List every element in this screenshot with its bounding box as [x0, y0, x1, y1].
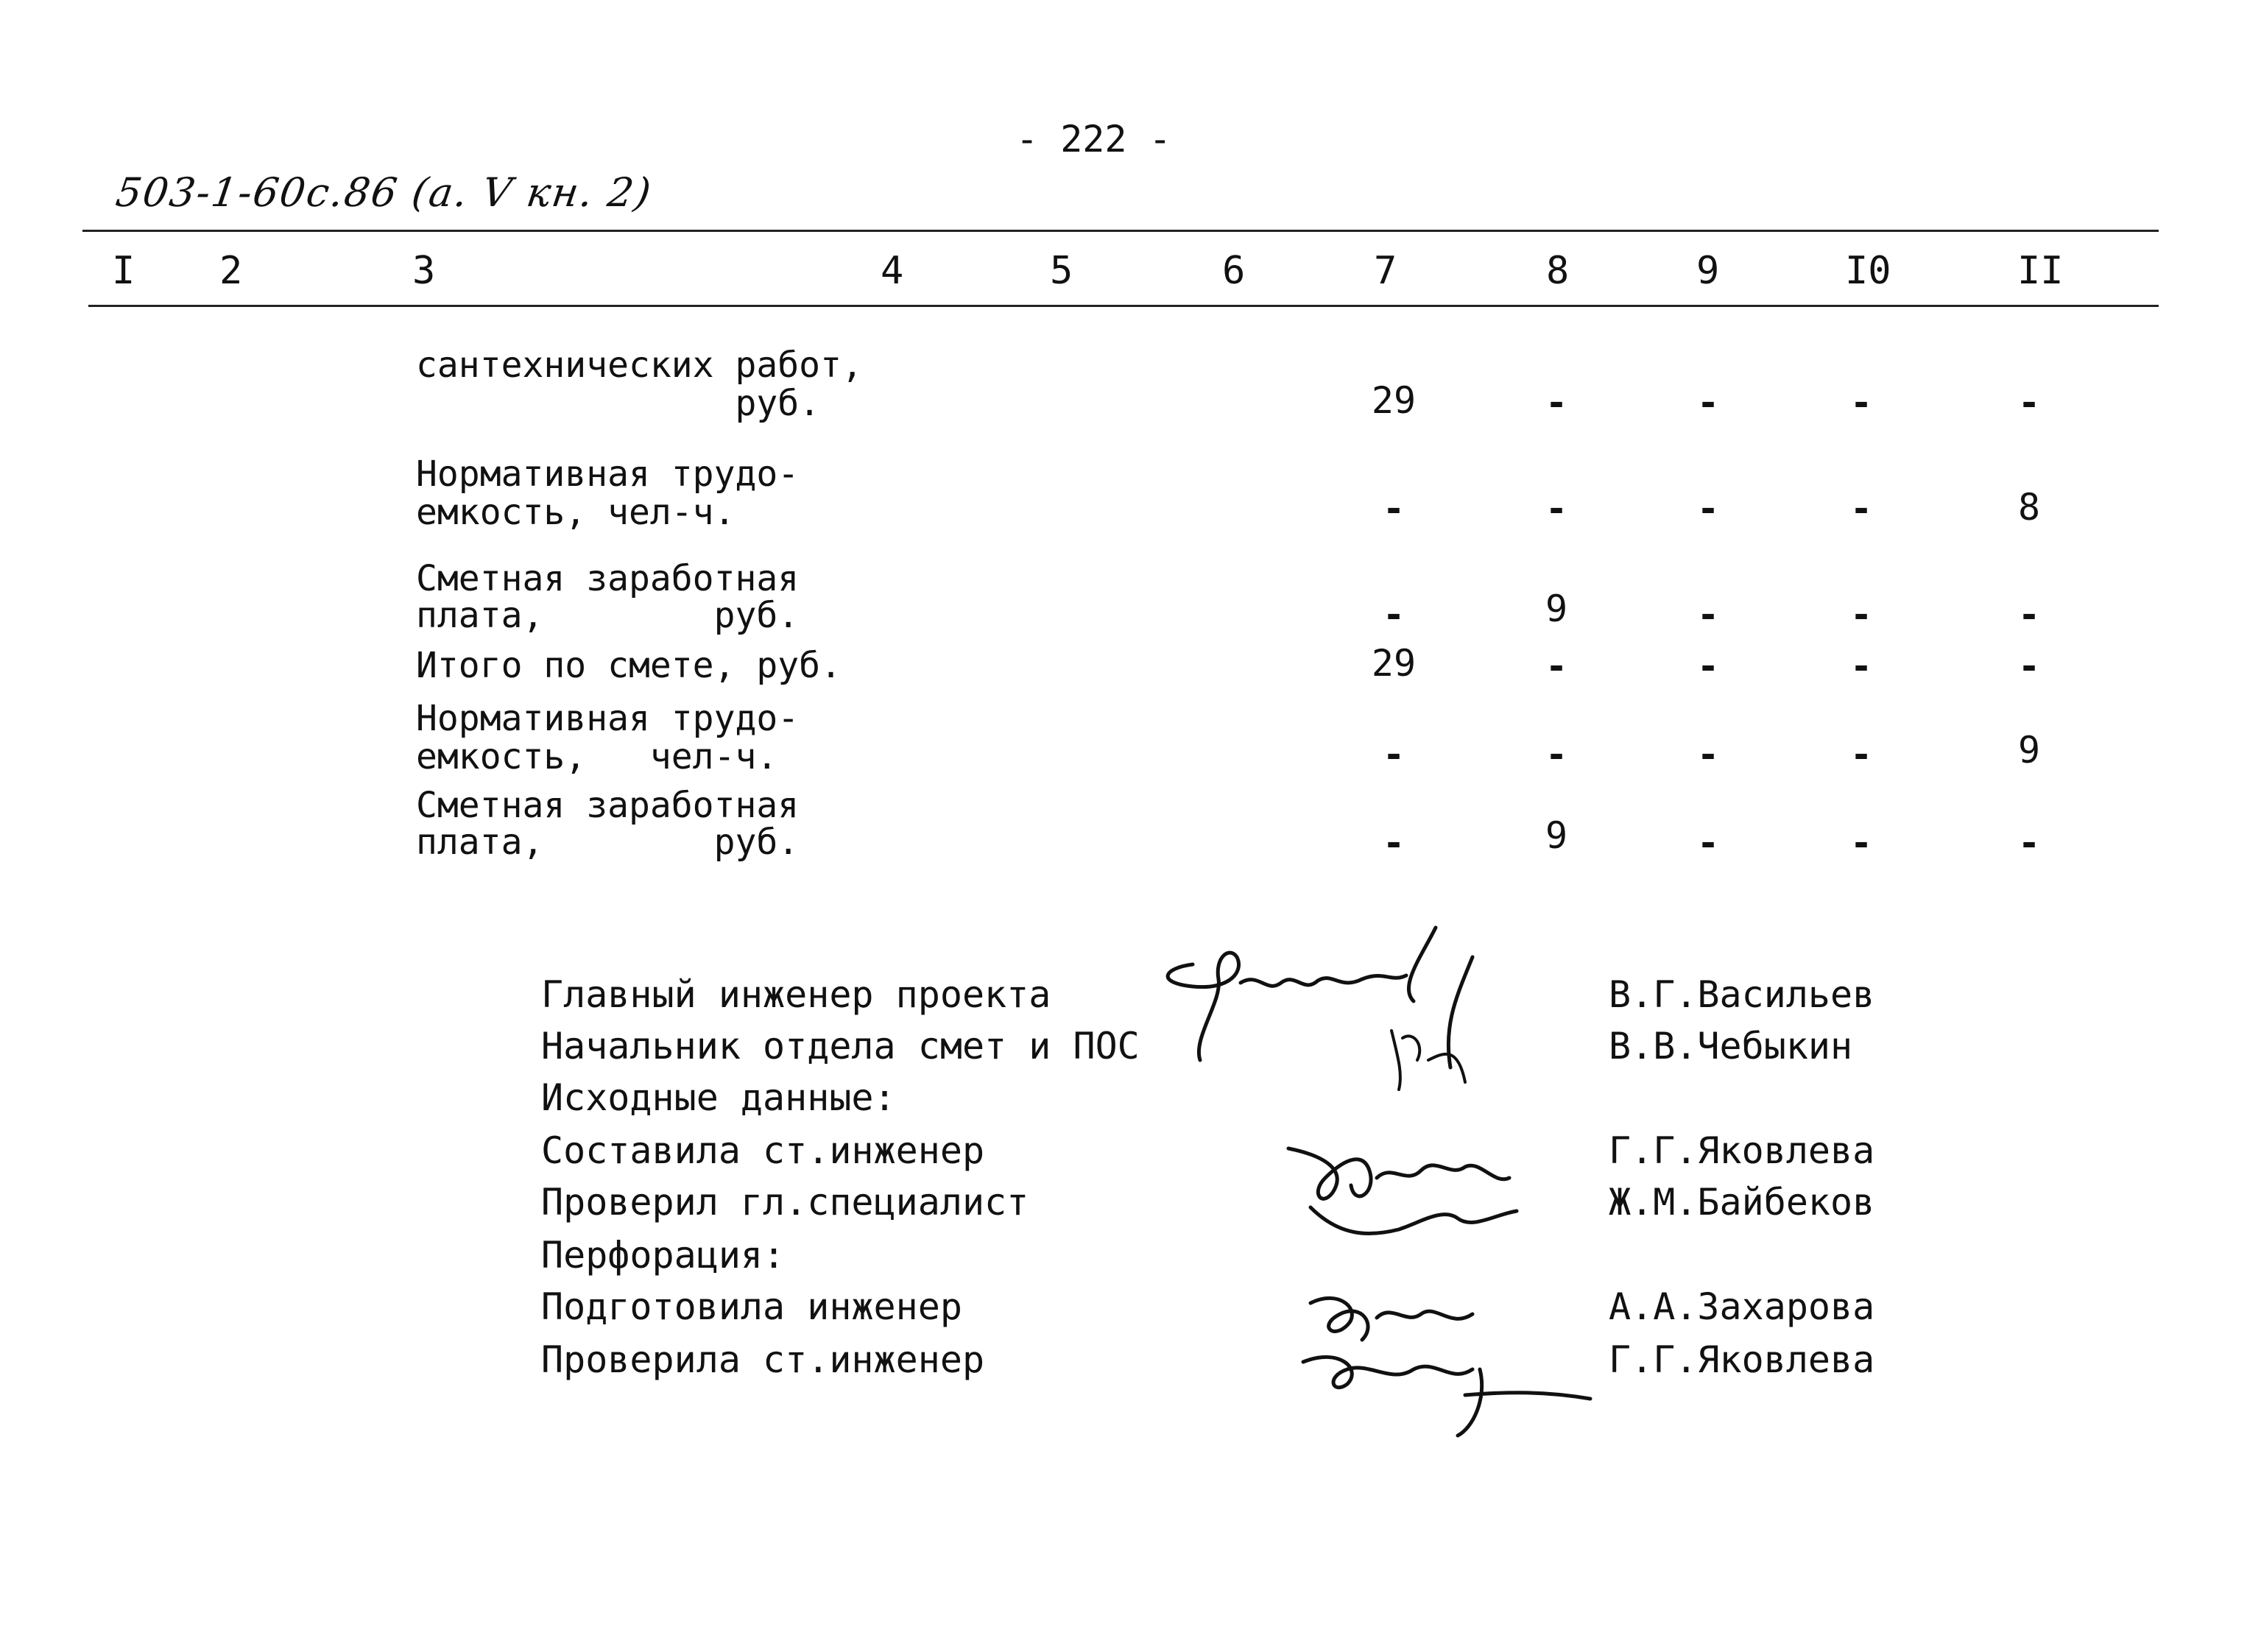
- row-label-line2: руб.: [416, 383, 821, 424]
- column-header-8: 8: [1546, 249, 1570, 293]
- cell-col10: -: [1849, 822, 1873, 864]
- cell-col7: 29: [1371, 379, 1417, 422]
- cell-col8: 9: [1545, 587, 1568, 630]
- document-code-handwritten: 503-1-60с.86 (а. V кн. 2): [113, 169, 655, 216]
- page-number: - 222 -: [1016, 118, 1171, 160]
- column-header-2: 2: [219, 249, 243, 293]
- column-header-11: II: [2017, 249, 2064, 293]
- signature-name: Г.Г.Яковлева: [1609, 1129, 1875, 1172]
- cell-col9: -: [1696, 381, 1720, 424]
- column-header-5: 5: [1050, 249, 1073, 293]
- column-header-4: 4: [881, 249, 904, 293]
- signature-name: Ж.М.Байбеков: [1609, 1181, 1875, 1224]
- row-label-line2: плата, руб.: [416, 822, 800, 863]
- column-header-10: I0: [1845, 249, 1891, 293]
- cell-col8: -: [1545, 645, 1568, 688]
- cell-col9: -: [1696, 645, 1720, 688]
- cell-col9: -: [1696, 593, 1720, 636]
- column-header-3: 3: [412, 249, 436, 293]
- signature-role: Подготовила инженер: [541, 1285, 962, 1328]
- signature-name: В.Г.Васильев: [1609, 973, 1875, 1016]
- cell-col7: -: [1382, 733, 1405, 776]
- column-header-1: I: [112, 249, 135, 293]
- cell-col11: -: [2017, 381, 2041, 424]
- cell-col10: -: [1849, 645, 1873, 688]
- cell-col11: 8: [2017, 486, 2041, 529]
- cell-col11: -: [2017, 822, 2041, 864]
- cell-col8: -: [1545, 487, 1568, 530]
- row-label-line1: Нормативная трудо-: [416, 453, 800, 495]
- cell-col7: -: [1382, 822, 1405, 864]
- cell-col10: -: [1849, 593, 1873, 636]
- row-label-line1: Нормативная трудо-: [416, 698, 800, 739]
- row-label-line1: Сметная заработная: [416, 558, 800, 599]
- cell-col7: -: [1382, 593, 1405, 636]
- cell-col9: -: [1696, 822, 1720, 864]
- cell-col8: -: [1545, 733, 1568, 776]
- header-bottom-rule: [88, 305, 2159, 307]
- cell-col8: -: [1545, 381, 1568, 424]
- signature-role: Составила ст.инженер: [541, 1129, 985, 1172]
- handwritten-signature-2: [1281, 1126, 1531, 1259]
- cell-col10: -: [1849, 381, 1873, 424]
- signature-role: Проверила ст.инженер: [541, 1338, 985, 1381]
- cell-col7: 29: [1371, 642, 1417, 685]
- row-label-line2: емкость, чел-ч.: [416, 736, 778, 777]
- signature-name: А.А.Захарова: [1609, 1285, 1875, 1328]
- row-label-line1: сантехнических работ,: [416, 345, 863, 386]
- cell-col7: -: [1382, 487, 1405, 530]
- section-label: Исходные данные:: [541, 1076, 896, 1119]
- row-label-line2: плата, руб.: [416, 595, 800, 636]
- signature-name: В.В.Чебыкин: [1609, 1025, 1853, 1067]
- cell-col11: -: [2017, 593, 2041, 636]
- section-label: Перфорация:: [541, 1234, 786, 1277]
- cell-col9: -: [1696, 487, 1720, 530]
- signature-role: Начальник отдела смет и ПОС: [541, 1025, 1140, 1067]
- column-header-6: 6: [1222, 249, 1246, 293]
- signature-role: Проверил гл.специалист: [541, 1181, 1029, 1224]
- row-label-line2: емкость, чел-ч.: [416, 492, 736, 533]
- cell-col8: 9: [1545, 814, 1568, 857]
- column-header-7: 7: [1374, 249, 1397, 293]
- column-header-9: 9: [1696, 249, 1720, 293]
- cell-col10: -: [1849, 487, 1873, 530]
- top-rule: [82, 230, 2159, 232]
- handwritten-signature-1: [1149, 913, 1517, 1090]
- signature-name: Г.Г.Яковлева: [1609, 1338, 1875, 1381]
- cell-col10: -: [1849, 733, 1873, 776]
- cell-col11: 9: [2017, 729, 2041, 772]
- cell-col11: -: [2017, 645, 2041, 688]
- row-label-line1: Итого по смете, руб.: [416, 645, 842, 686]
- handwritten-signature-3: [1296, 1274, 1598, 1443]
- signature-role: Главный инженер проекта: [541, 973, 1051, 1016]
- cell-col9: -: [1696, 733, 1720, 776]
- row-label-line1: Сметная заработная: [416, 785, 800, 826]
